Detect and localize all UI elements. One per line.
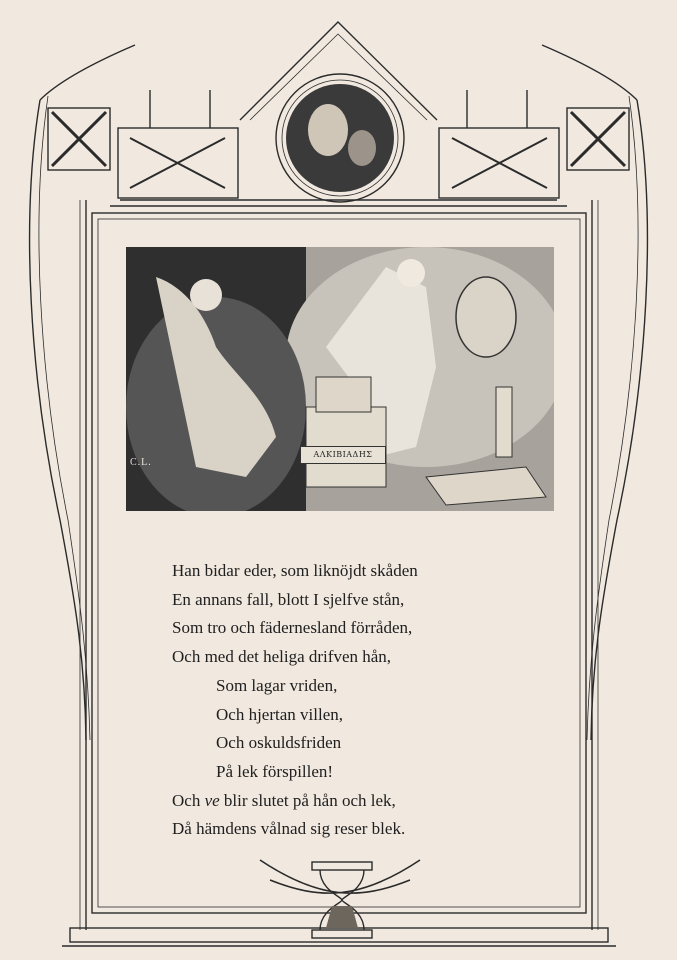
poem-emphasis: ve xyxy=(204,790,220,810)
poem-text xyxy=(172,557,552,844)
poem-line: Som lagar vriden, xyxy=(216,675,338,695)
poem-line: Och oskuldsfriden xyxy=(216,733,342,753)
poem-line: Och med det heliga drifven hån, xyxy=(172,647,392,667)
poem-line: Han bidar eder, som liknöjdt skåden xyxy=(172,561,418,580)
poem-line xyxy=(172,787,552,816)
engraving-illustration xyxy=(126,247,554,511)
poem-line-part: Och xyxy=(172,790,205,810)
poem-line: På lek förspillen! xyxy=(216,761,334,781)
engraving-scene xyxy=(126,247,554,511)
poem-line: Som tro och fädernesland förråden, xyxy=(172,618,413,638)
poem-line: Då hämdens vålnad sig reser blek. xyxy=(172,819,406,839)
poem-line: Och hjertan villen, xyxy=(216,704,343,724)
poem-line: En annans fall, blott I sjelfve stån, xyxy=(172,589,405,609)
poem-line-part: blir slutet på hån och lek, xyxy=(219,790,396,810)
inscription-plaque: ΑΛΚΙΒΙΑΔΗΣ xyxy=(300,446,386,464)
artist-signature: C.L. xyxy=(130,457,152,468)
